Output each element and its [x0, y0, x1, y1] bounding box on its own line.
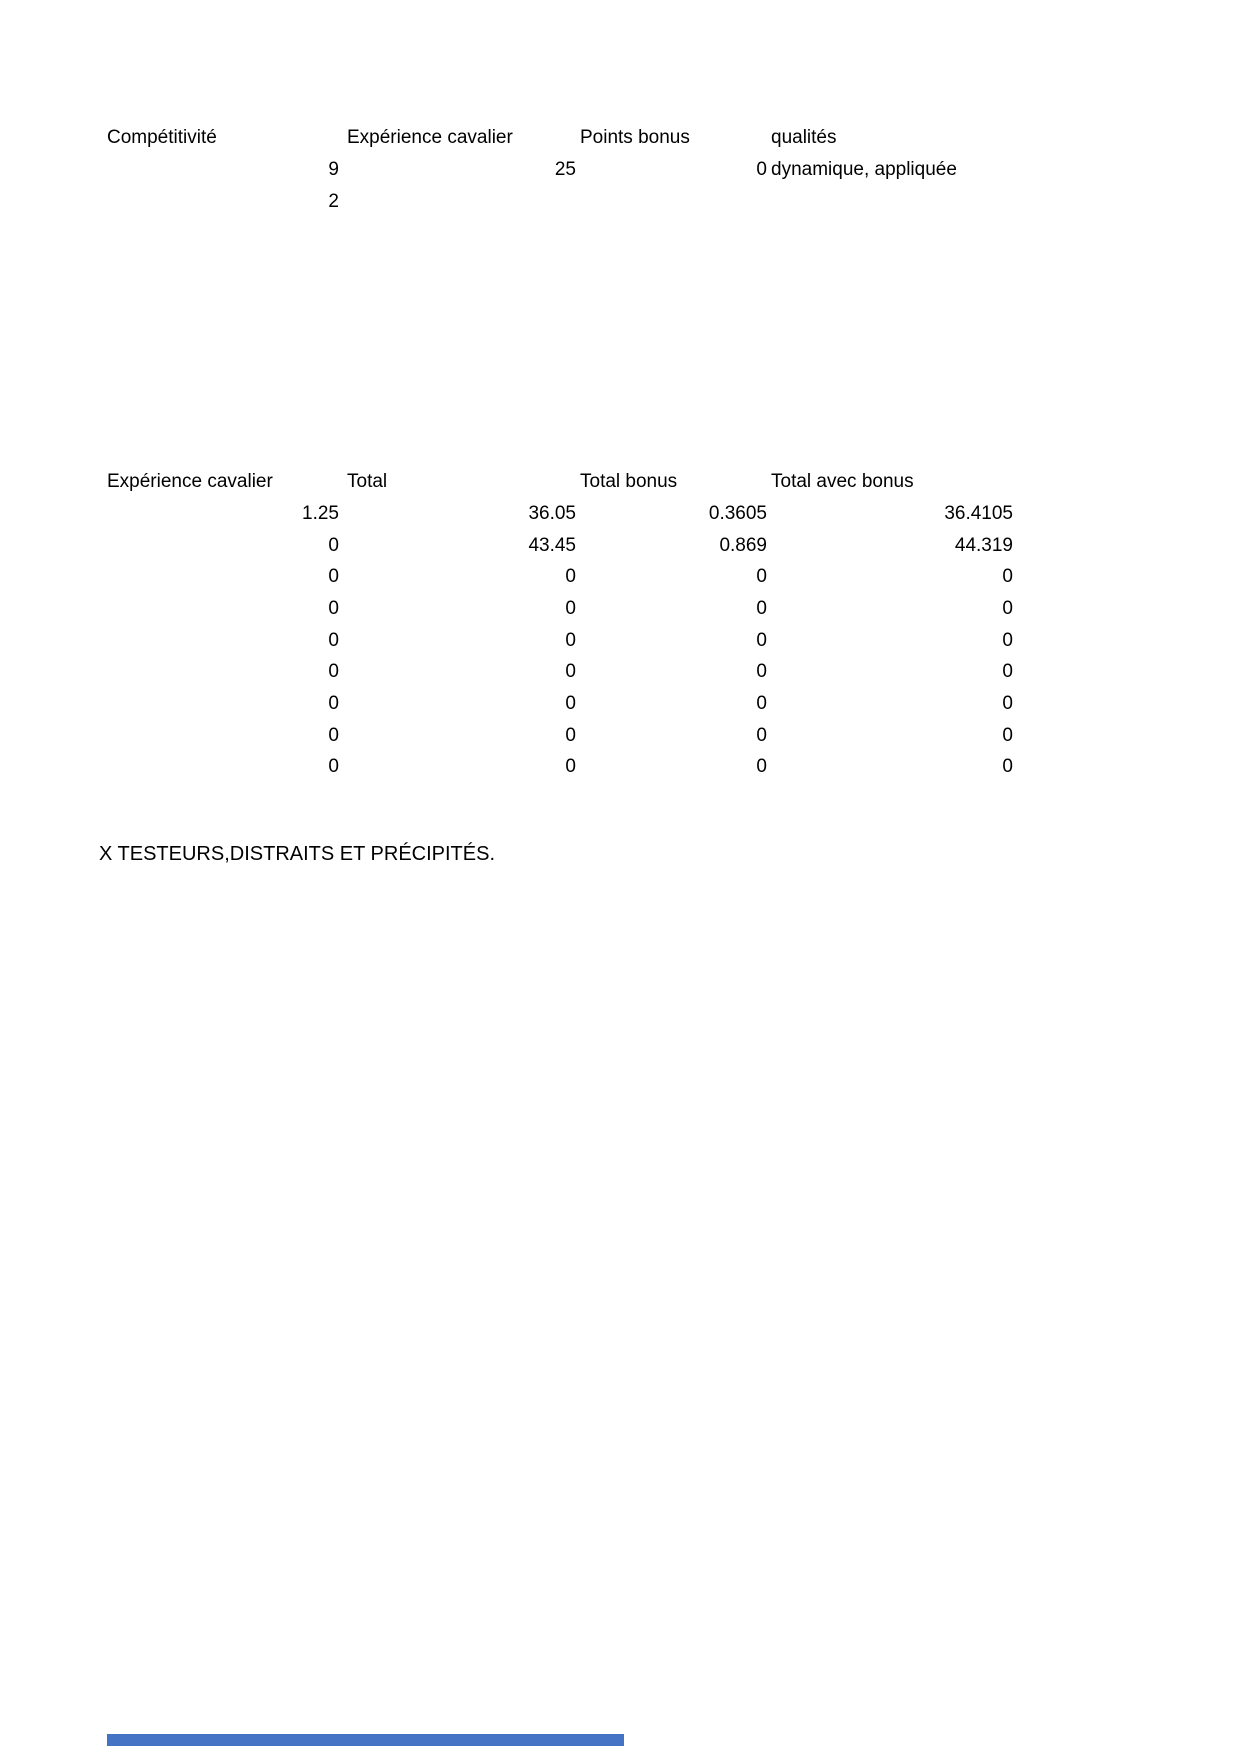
- table2-header-row: [0, 466, 1241, 498]
- cell-total-bonus: 0: [756, 693, 767, 714]
- table1-header-qualites: qualités: [771, 127, 837, 148]
- table2-header-total-bonus: Total bonus: [580, 471, 678, 492]
- table2-header-total: Total: [347, 471, 388, 492]
- cell-total-bonus: 0: [756, 566, 767, 587]
- table2-row: [0, 625, 1241, 657]
- cell-experience: 1.25: [302, 503, 339, 524]
- table1-row: [0, 154, 1241, 186]
- table1-value-competitivite: 2: [328, 191, 339, 212]
- cell-total: 0: [565, 566, 576, 587]
- cell-experience: 0: [328, 566, 339, 587]
- cell-total: 36.05: [528, 503, 576, 524]
- cell-experience: 0: [328, 661, 339, 682]
- cell-total-avec-bonus: 36.4105: [944, 503, 1013, 524]
- table2-row: [0, 530, 1241, 562]
- cell-total: 0: [565, 661, 576, 682]
- table2-row: [0, 751, 1241, 783]
- cell-experience: 0: [328, 725, 339, 746]
- cell-total-avec-bonus: 0: [1002, 725, 1013, 746]
- cell-total-bonus: 0: [756, 756, 767, 777]
- cell-total-avec-bonus: 0: [1002, 756, 1013, 777]
- cell-total: 0: [565, 598, 576, 619]
- bottom-blue-bar: [107, 1734, 624, 1746]
- table2-header-experience-cavalier: Expérience cavalier: [107, 471, 273, 492]
- cell-total-bonus: 0: [756, 725, 767, 746]
- table2-row: [0, 720, 1241, 752]
- cell-total-avec-bonus: 0: [1002, 598, 1013, 619]
- footnote-text: X TESTEURS,DISTRAITS ET PRÉCIPITÉS.: [99, 843, 496, 865]
- cell-total-bonus: 0.3605: [708, 503, 767, 524]
- table1-header-competitivite: Compétitivité: [107, 127, 217, 148]
- table1-header-row: [0, 122, 1241, 154]
- table2-row: [0, 561, 1241, 593]
- table2-row: [0, 688, 1241, 720]
- cell-total: 0: [565, 630, 576, 651]
- table2-row: [0, 656, 1241, 688]
- cell-experience: 0: [328, 693, 339, 714]
- table1-row: [0, 186, 1241, 218]
- cell-total-avec-bonus: 0: [1002, 693, 1013, 714]
- cell-total-bonus: 0: [756, 630, 767, 651]
- cell-total: 0: [565, 756, 576, 777]
- cell-total-bonus: 0.869: [719, 535, 767, 556]
- cell-total-avec-bonus: 0: [1002, 630, 1013, 651]
- cell-total-bonus: 0: [756, 661, 767, 682]
- table1-value-qualites: dynamique, appliquée: [771, 159, 957, 180]
- cell-total-avec-bonus: 0: [1002, 566, 1013, 587]
- table2-row: [0, 593, 1241, 625]
- cell-total: 0: [565, 725, 576, 746]
- table1-value-experience: 25: [554, 159, 576, 180]
- table1-header-points-bonus: Points bonus: [580, 127, 690, 148]
- table2-row: [0, 498, 1241, 530]
- cell-total-avec-bonus: 0: [1002, 661, 1013, 682]
- table1-header-experience-cavalier: Expérience cavalier: [347, 127, 513, 148]
- cell-total: 43.45: [528, 535, 576, 556]
- cell-total-bonus: 0: [756, 598, 767, 619]
- table1-value-points-bonus: 0: [756, 159, 767, 180]
- table2-header-total-avec-bonus: Total avec bonus: [771, 471, 914, 492]
- cell-experience: 0: [328, 756, 339, 777]
- table1-value-competitivite: 9: [328, 159, 339, 180]
- cell-total: 0: [565, 693, 576, 714]
- cell-total-avec-bonus: 44.319: [954, 535, 1013, 556]
- cell-experience: 0: [328, 535, 339, 556]
- cell-experience: 0: [328, 598, 339, 619]
- cell-experience: 0: [328, 630, 339, 651]
